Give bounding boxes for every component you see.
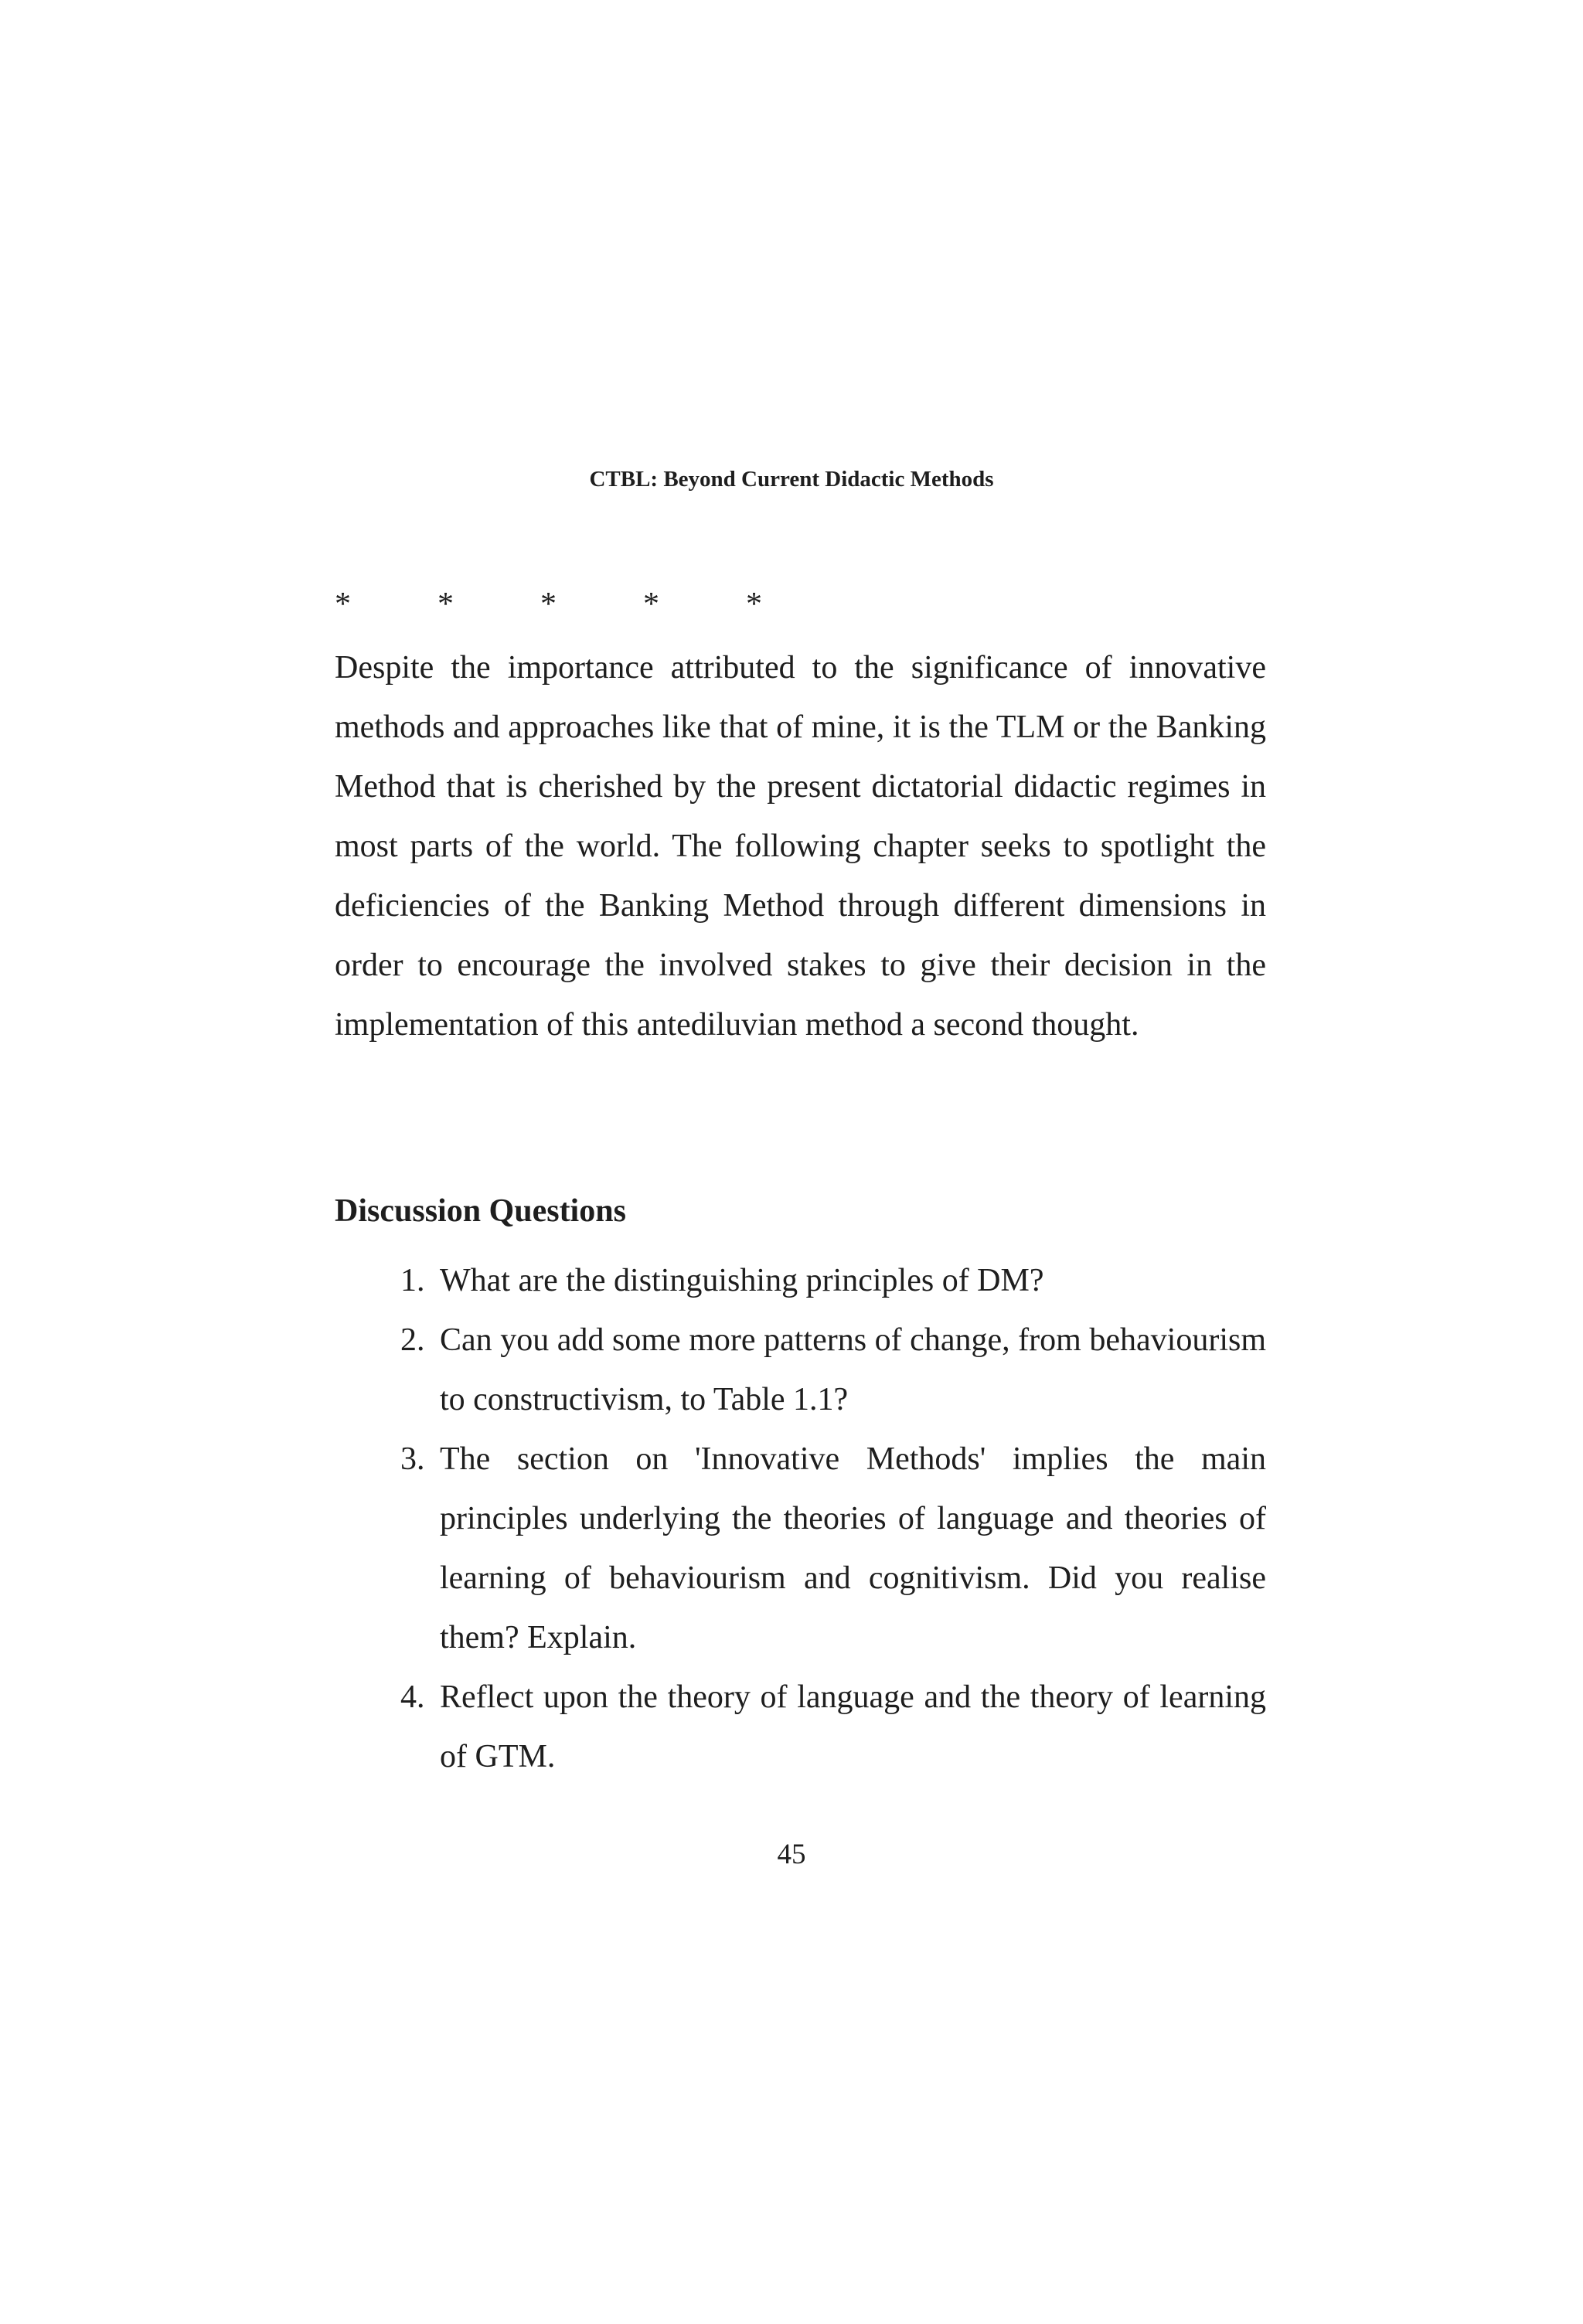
question-item bbox=[335, 1311, 1266, 1430]
running-head: CTBL: Beyond Current Didactic Methods bbox=[589, 467, 994, 492]
separator-asterisk: * bbox=[540, 587, 557, 622]
separator-asterisk: * bbox=[437, 587, 454, 622]
question-number: 4. bbox=[400, 1679, 425, 1715]
question-number: 1. bbox=[400, 1263, 425, 1298]
question-text: What are the distinguishing principles of DM? bbox=[440, 1263, 1044, 1298]
question-item bbox=[335, 1430, 1266, 1668]
separator-asterisk: * bbox=[335, 587, 351, 622]
question-text: The section on 'Innovative Methods' implies the main principles underlying the theories of language and theories of learning of behaviourism and cognitivism. Did you realise them? Explain. bbox=[440, 1441, 1266, 1655]
discussion-question-list bbox=[335, 1251, 1266, 1787]
question-number: 2. bbox=[400, 1322, 425, 1358]
question-text: Can you add some more patterns of change, from behaviourism to constructivism, to Table 1.1? bbox=[440, 1322, 1266, 1417]
question-item bbox=[335, 1251, 1266, 1311]
page-number: 45 bbox=[777, 1839, 806, 1870]
separator-asterisk: * bbox=[746, 587, 762, 622]
separator-asterisk: * bbox=[643, 587, 659, 622]
discussion-heading: Discussion Questions bbox=[335, 1193, 626, 1229]
question-number: 3. bbox=[400, 1441, 425, 1477]
section-separator bbox=[335, 581, 1266, 628]
question-text: Reflect upon the theory of language and the theory of learning of GTM. bbox=[440, 1679, 1266, 1774]
question-item bbox=[335, 1668, 1266, 1787]
body-paragraph: Despite the importance attributed to the significance of innovative methods and approaches like that of mine, it is the TLM or the Banking Method that is cherished by the present dictatorial didactic regimes in most parts of the world. The following chapter seeks to spotlight the deficiencies of the Banking Method through different dimensions in order to encourage the involved stakes to give their decision in the implementation of this antediluvian method a second thought. bbox=[335, 650, 1266, 1043]
